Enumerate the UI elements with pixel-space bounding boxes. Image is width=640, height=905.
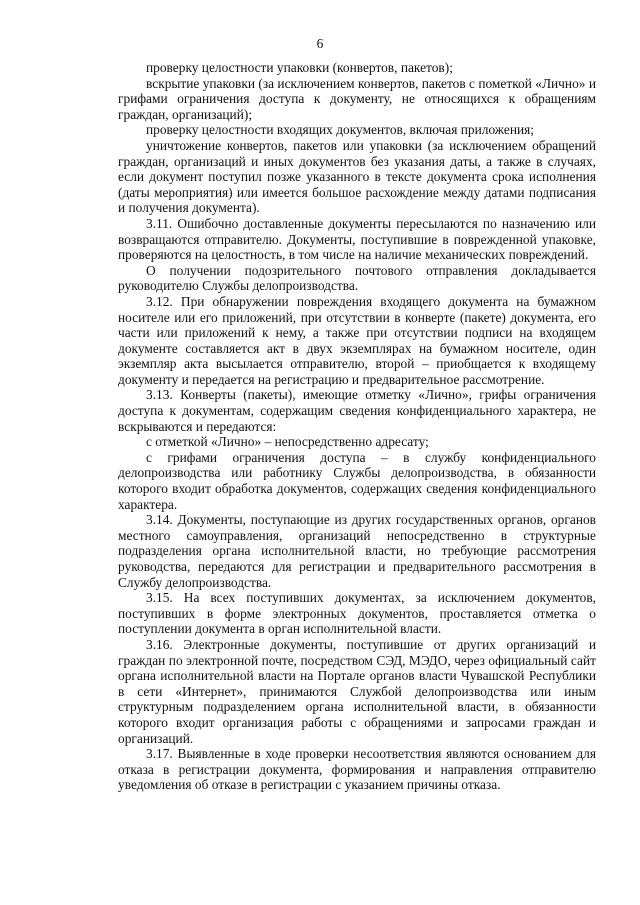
paragraph: 3.13. Конверты (пакеты), имеющие отметку «Лично», грифы ограничения доступа к документам, содержащим сведения конфиденциального характера, не вскрываются и передаются:	[118, 387, 596, 434]
paragraph: 3.16. Электронные документы, поступившие от других организаций и граждан по электронной почте, посредством СЭД, МЭДО, через официальный сайт органа исполнительной власти на Портале органов власти Чувашской Республики в сети «Интернет», принимаются Службой делопроизводства или иным структурным подразделением органа исполнительной власти, в обязанности которого входит организация работы с обращениями и запросами граждан и организаций.	[118, 636, 596, 746]
paragraph: вскрытие упаковки (за исключением конвертов, пакетов с пометкой «Лично» и грифами ограничения доступа к документу, не относящихся к обращениям граждан, организаций);	[118, 75, 596, 122]
paragraph: с отметкой «Лично» – непосредственно адресату;	[146, 434, 429, 450]
document-body	[118, 60, 596, 793]
paragraph: с грифами ограничения доступа – в службу конфиденциального делопроизводства или работнику Службы делопроизводства, в обязанности которого входит обработка документов, содержащих сведения конфиденциального характера.	[118, 449, 596, 512]
paragraph: проверку целостности упаковки (конвертов, пакетов);	[146, 60, 453, 75]
paragraph: 3.11. Ошибочно доставленные документы пересылаются по назначению или возвращаются отправителю. Документы, поступившие в поврежденной упаковке, проверяются на целостность, в том числе на наличие механических повреждений.	[118, 215, 596, 263]
paragraph: проверку целостности входящих документов, включая приложения;	[146, 122, 535, 138]
paragraph: 3.17. Выявленные в ходе проверки несоответствия являются основанием для отказа в регистрации документа, формирования и направления отправителю уведомления об отказе в регистрации с указанием причины отказа.	[118, 746, 596, 793]
paragraph: 3.14. Документы, поступающие из других государственных органов, органов местного самоуправления, организаций непосредственно в структурные подразделения органа исполнительной власти, но требующие рассмотрения руководства, передаются для регистрации и предварительного рассмотрения в Службу делопроизводства.	[118, 512, 596, 590]
paragraph: 3.15. На всех поступивших документах, за исключением документов, поступивших в форме электронных документов, проставляется отметка о поступлении документа в орган исполнительной власти.	[118, 590, 596, 637]
paragraph: уничтожение конвертов, пакетов или упаковки (за исключением обращений граждан, организаций и иных документов без указания даты, а также в случаях, если документ поступил позже указанного в тексте документа срока исполнения (даты мероприятия) или имеется большое расхождение между датами подписания и получения документа).	[118, 137, 596, 216]
paragraph: 3.12. При обнаружении повреждения входящего документа на бумажном носителе или его приложений, при отсутствии в конверте (пакете) документа, его части или приложений к нему, а также при отсутствии подписи на входящем документе составляется акт в двух экземплярах на бумажном носителе, один экземпляр акта высылается отправителю, второй – приобщается к входящему документу и передается на регистрацию и предварительное рассмотрение.	[118, 293, 596, 387]
paragraph: О получении подозрительного почтового отправления докладывается руководителю Службы делопроизводства.	[118, 262, 596, 294]
page-number: 6	[316, 36, 324, 51]
